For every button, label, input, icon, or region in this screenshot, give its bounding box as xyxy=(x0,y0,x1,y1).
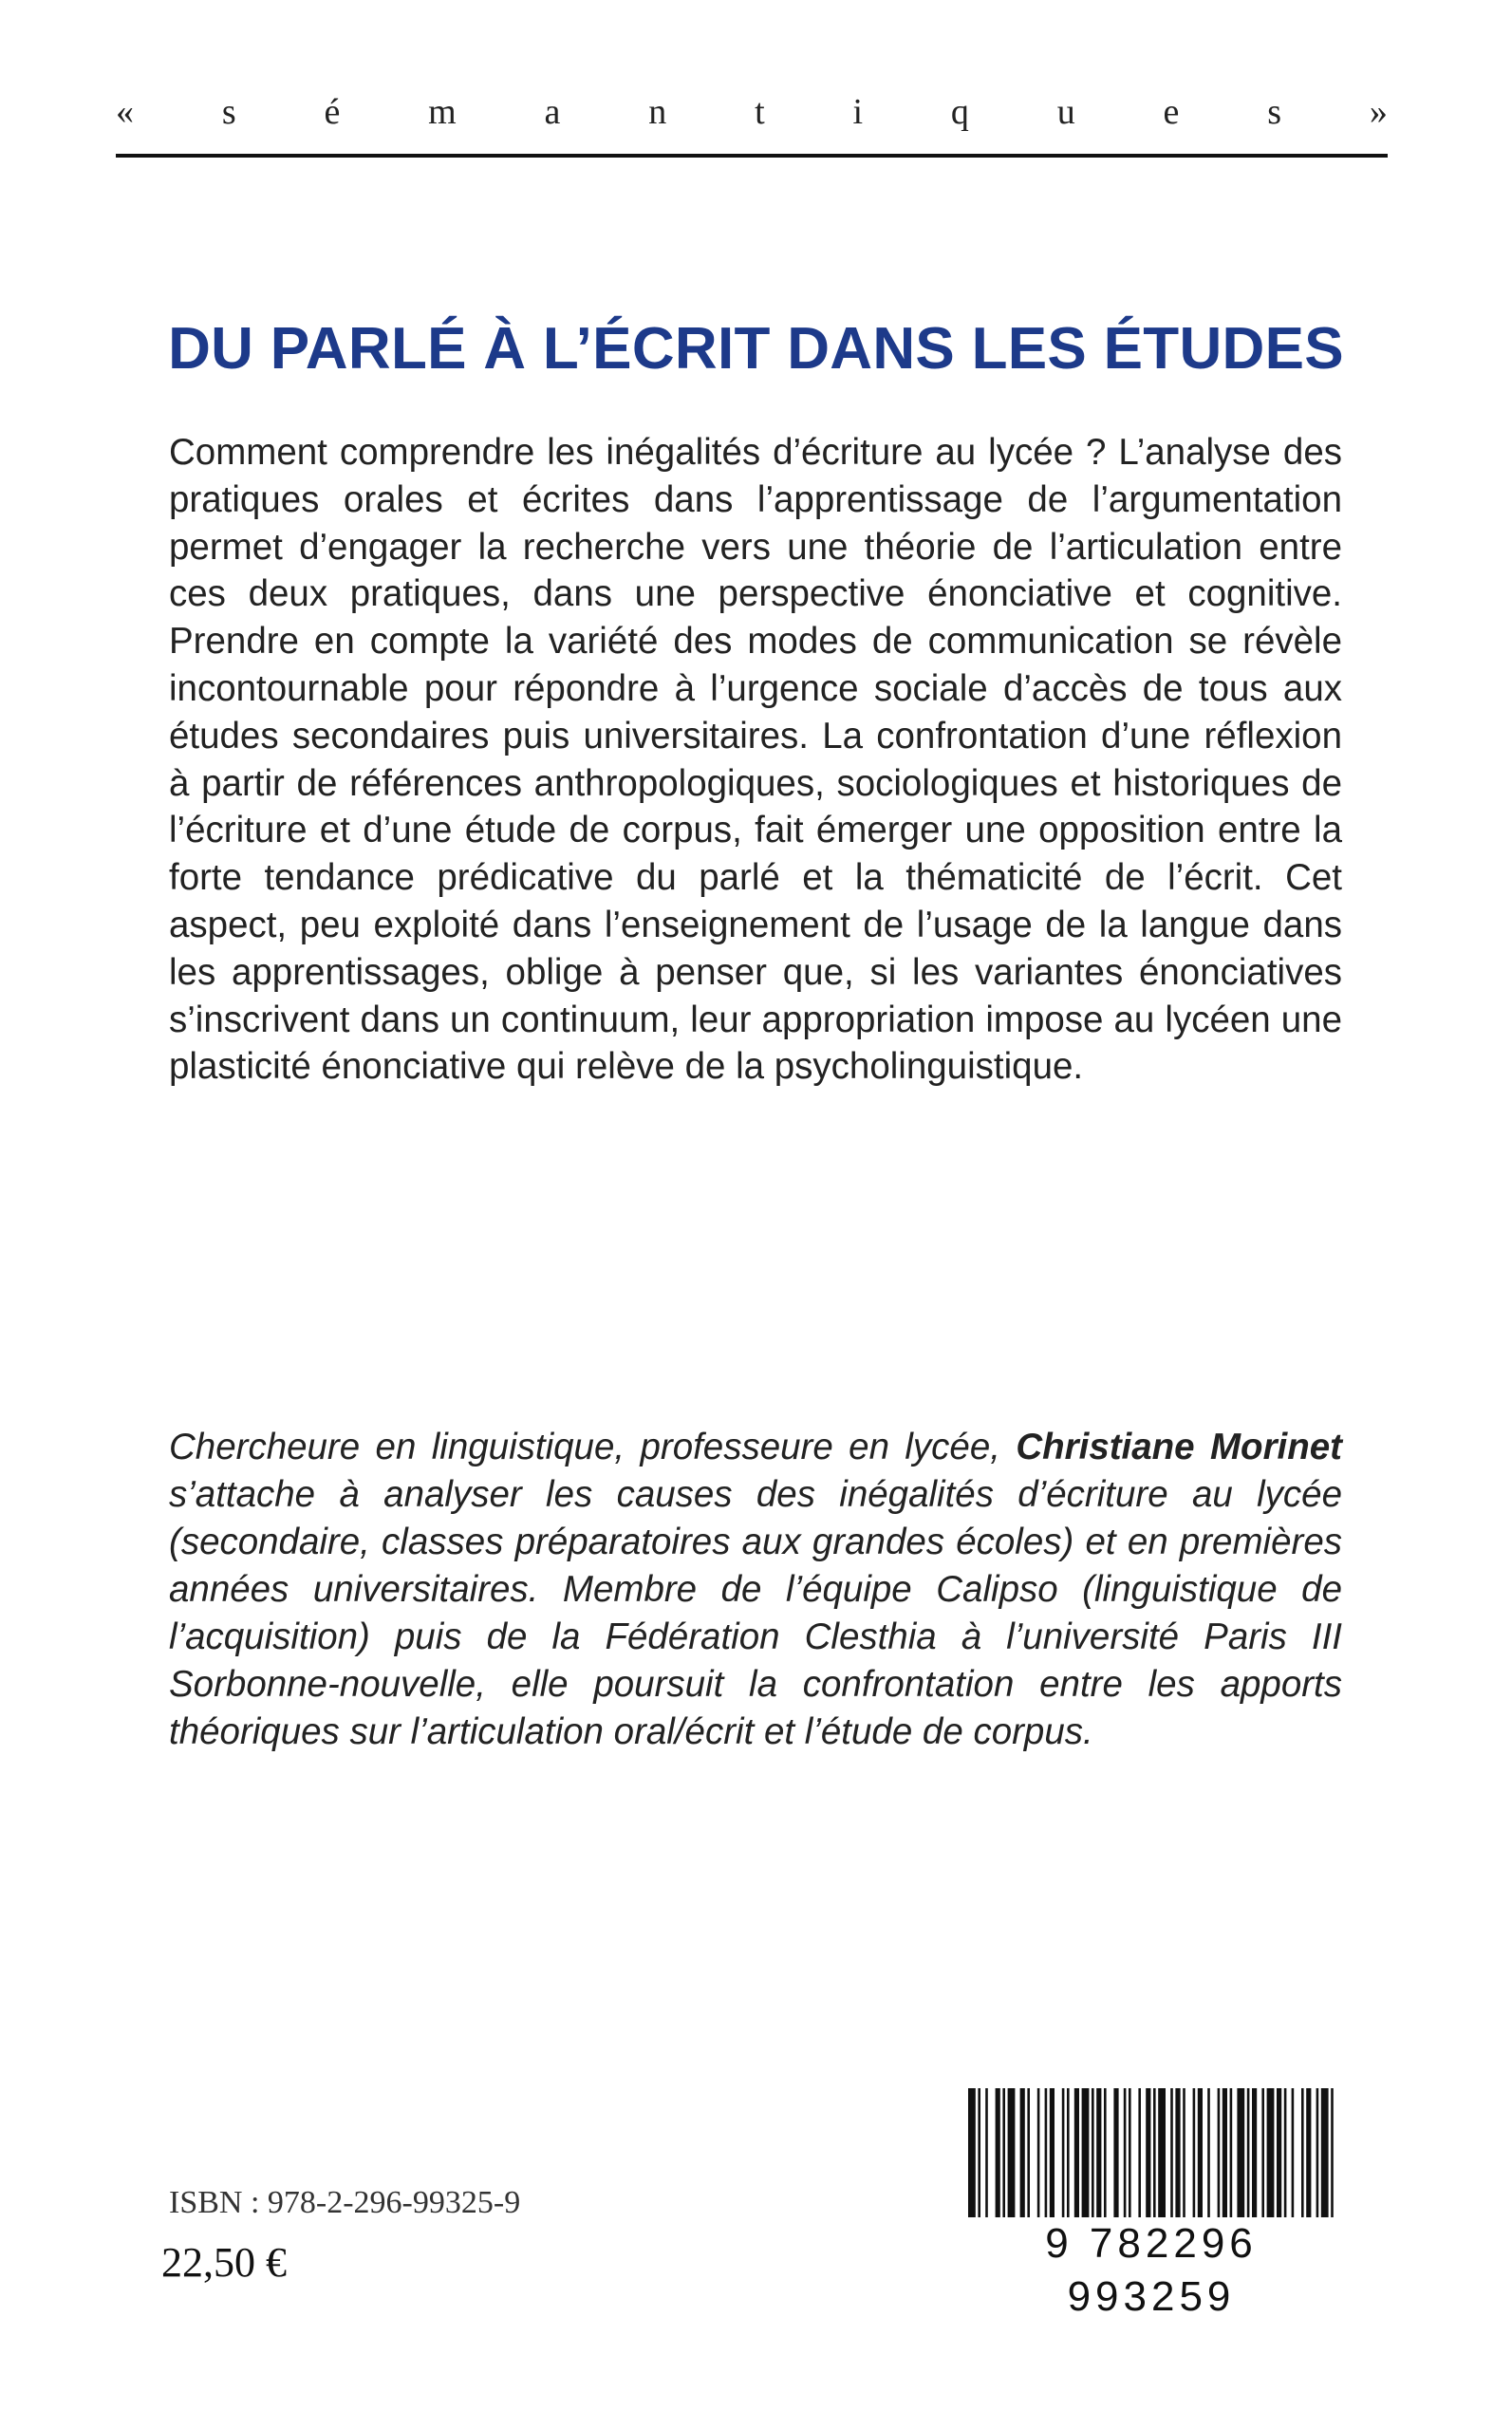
series-letter: s xyxy=(221,92,236,132)
barcode-digits: 9 782296 993259 xyxy=(961,2217,1342,2324)
series-letter: u xyxy=(1056,92,1075,132)
series-letter: s xyxy=(1267,92,1282,132)
series-letter: m xyxy=(428,92,457,132)
series-name xyxy=(116,91,1388,133)
header-divider xyxy=(116,154,1388,158)
series-letter: i xyxy=(852,92,864,132)
series-close-quote: » xyxy=(1369,92,1388,132)
series-letter: n xyxy=(648,92,667,132)
author-details: s’attache à analyser les causes des inégalités d’écriture au lycée (secondaire, classes préparatoires aux grandes écoles) et en premières années universitaires. Membre de l’équipe Calipso (linguistique de l’acquisition) puis de la Fédération Clesthia à l’université Paris III Sorbonne-nouvelle, elle poursuit la confrontation entre les apports théoriques sur l’articulation oral/écrit et l’étude de corpus. xyxy=(169,1474,1342,1752)
series-letter: e xyxy=(1163,92,1180,132)
book-summary: Comment comprendre les inégalités d’écriture au lycée ? L’analyse des pratiques orales et écrites dans l’apprentissage de l’argumentation permet d’engager la recherche vers une théorie de l’articulation entre ces deux pratiques, dans une perspective énonciative et cognitive. Prendre en compte la variété des modes de communication se révèle incontournable pour répondre à l’urgence sociale d’accès de tous aux études secondaires puis universitaires. La confrontation d’une réflexion à partir de références anthropologiques, sociologiques et historiques de l’écriture et d’une étude de corpus, fait émerger une opposition entre la forte tendance prédicative du parlé et la thématicité de l’écrit. Cet aspect, peu exploité dans l’enseignement de l’usage de la langue dans les apprentissages, oblige à penser que, si les variantes énonciatives s’inscrivent dans un continuum, leur appropriation impose au lycéen une plasticité énonciative qui relève de la psycholinguistique. xyxy=(169,432,1342,1088)
isbn-label: ISBN : 978-2-296-99325-9 xyxy=(169,2185,521,2220)
author-bio xyxy=(169,1424,1342,1756)
author-intro: Chercheure en linguistique, professeure en lycée, xyxy=(169,1427,1017,1467)
series-letter: é xyxy=(324,92,341,132)
series-open-quote: « xyxy=(116,92,134,132)
series-letter: a xyxy=(544,92,561,132)
book-title: DU PARLÉ À L’ÉCRIT DANS LES ÉTUDES xyxy=(168,315,1344,382)
price-label: 22,50 € xyxy=(161,2239,287,2286)
series-letter: t xyxy=(755,92,765,132)
series-letter: q xyxy=(950,92,969,132)
author-name: Christiane Morinet xyxy=(1016,1427,1342,1467)
